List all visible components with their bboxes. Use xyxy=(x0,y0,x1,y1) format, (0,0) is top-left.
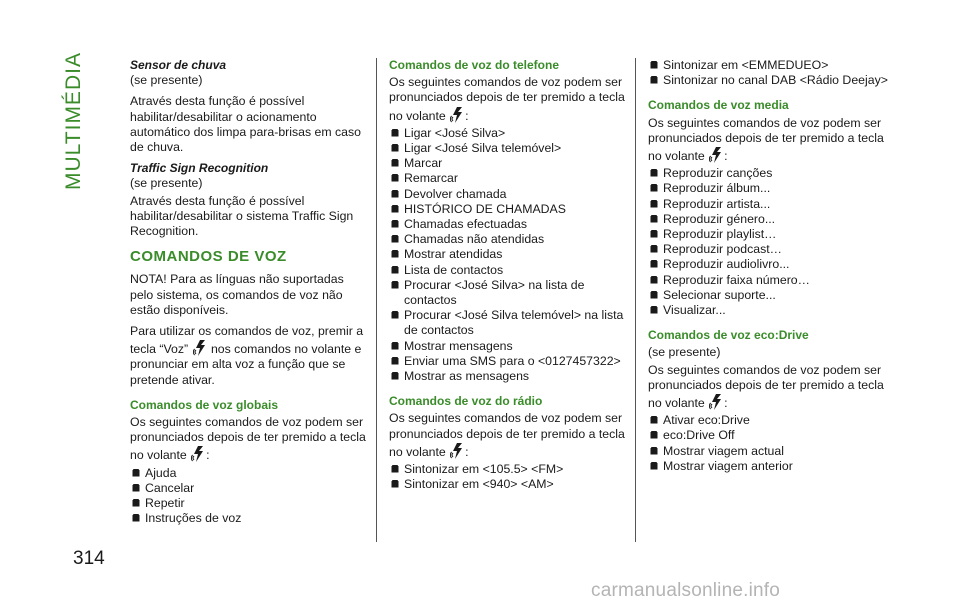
list-item xyxy=(648,428,888,443)
voice-button-icon xyxy=(450,442,464,460)
list-item xyxy=(648,197,888,212)
list-item xyxy=(389,126,627,141)
list-item-text: Sintonizar em <EMMEDUEO> xyxy=(663,58,829,72)
list-item xyxy=(648,212,888,227)
note-text: NOTA! Para as línguas não suportadas pelo sistema, os comandos de voz não estão disponíveis. xyxy=(130,272,344,317)
tsr-title: Traffic Sign Recognition xyxy=(130,161,269,176)
list-item-text: Repetir xyxy=(145,496,185,511)
square-bullet-icon xyxy=(650,200,658,208)
square-bullet-icon xyxy=(132,469,140,477)
rain-sensor-title: Sensor de chuva xyxy=(130,58,227,72)
radio-commands-list xyxy=(389,462,627,492)
list-item xyxy=(389,339,627,354)
list-item-text: Reproduzir artista... xyxy=(663,196,771,211)
square-bullet-icon xyxy=(391,205,399,213)
list-item-text: Selecionar suporte... xyxy=(663,287,776,302)
square-bullet-icon xyxy=(650,245,658,253)
list-item-text: Ligar <José Silva> xyxy=(404,125,506,140)
square-bullet-icon xyxy=(391,144,399,152)
list-item-text: Cancelar xyxy=(145,480,195,495)
media-commands-intro: Os seguintes comandos de voz podem ser pronunciados depois de ter premido a tecla no volante : xyxy=(648,115,884,164)
square-bullet-icon xyxy=(650,306,658,314)
list-item-text: Mostrar mensagens xyxy=(404,338,513,353)
usage-paragraph xyxy=(130,324,366,388)
square-bullet-icon xyxy=(132,514,140,522)
square-bullet-icon xyxy=(650,447,658,455)
square-bullet-icon xyxy=(391,372,399,380)
square-bullet-icon xyxy=(132,484,140,492)
rain-sensor-note: (se presente) xyxy=(130,73,203,88)
list-item-text: Reproduzir faixa número… xyxy=(663,272,810,287)
list-item-text: Mostrar viagem actual xyxy=(663,443,784,458)
square-bullet-icon xyxy=(391,174,399,182)
list-item xyxy=(648,58,888,73)
column-3 xyxy=(648,58,888,474)
list-item-text: Chamadas efectuadas xyxy=(404,217,528,232)
phone-commands-list xyxy=(389,126,627,384)
list-item xyxy=(648,73,888,88)
list-item xyxy=(648,444,888,459)
list-item xyxy=(648,413,888,428)
radio-commands-list-continued xyxy=(648,58,888,88)
list-item xyxy=(389,141,627,156)
list-item xyxy=(648,288,888,303)
voice-button-icon xyxy=(193,339,207,357)
list-item-text: Procurar <José Silva telemóvel> na lista de contactos xyxy=(404,308,624,338)
media-commands-list xyxy=(648,166,888,318)
square-bullet-icon xyxy=(132,499,140,507)
list-item-text: Reproduzir género... xyxy=(663,211,776,226)
square-bullet-icon xyxy=(650,61,658,69)
list-item-text: Reproduzir canções xyxy=(663,166,773,181)
global-commands-intro: Os seguintes comandos de voz podem ser pronunciados depois de ter premido a tecla no volante : xyxy=(130,415,366,463)
list-item xyxy=(389,477,627,492)
list-item-text: Reproduzir audiolivro... xyxy=(663,257,790,272)
list-item-text: eco:Drive Off xyxy=(663,428,735,443)
square-bullet-icon xyxy=(650,215,658,223)
list-item-text: HISTÓRICO DE CHAMADAS xyxy=(404,201,566,216)
column-divider xyxy=(376,58,377,542)
square-bullet-icon xyxy=(391,465,399,473)
voice-button-icon xyxy=(709,146,723,164)
list-item-text: Visualizar... xyxy=(663,303,726,318)
list-item-text: Sintonizar em <105.5> <FM> xyxy=(404,462,564,477)
media-commands-title: Comandos de voz media xyxy=(648,98,789,113)
list-item-text: Remarcar xyxy=(404,171,458,186)
list-item xyxy=(130,511,366,526)
usage-text-end: nos comandos no volante e pronunciar em alta voz a função que se pretende ativar. xyxy=(130,342,362,387)
square-bullet-icon xyxy=(650,76,658,84)
square-bullet-icon xyxy=(650,230,658,238)
list-item-text: Chamadas não atendidas xyxy=(404,232,545,247)
list-item xyxy=(389,156,627,171)
list-item xyxy=(648,303,888,318)
section-side-title: MULTIMÉDIA xyxy=(62,52,85,190)
list-item xyxy=(389,369,627,384)
list-item xyxy=(389,171,627,186)
phone-commands-title: Comandos de voz do telefone xyxy=(389,58,560,72)
list-item xyxy=(648,257,888,272)
square-bullet-icon xyxy=(391,190,399,198)
list-item-text: Sintonizar no canal DAB <Rádio Deejay> xyxy=(663,73,888,88)
list-item xyxy=(389,247,627,262)
column-1 xyxy=(130,58,366,526)
square-bullet-icon xyxy=(391,342,399,350)
list-item-text: Marcar xyxy=(404,156,443,171)
list-item xyxy=(648,227,888,242)
section-title: COMANDOS DE VOZ xyxy=(130,248,287,266)
list-item-text: Procurar <José Silva> na lista de contactos xyxy=(404,277,585,308)
square-bullet-icon xyxy=(391,281,399,289)
list-item xyxy=(389,202,627,217)
list-item xyxy=(130,496,366,511)
list-item-text: Reproduzir álbum... xyxy=(663,181,771,196)
list-item xyxy=(648,459,888,474)
list-item-text: Reproduzir podcast… xyxy=(663,242,782,257)
square-bullet-icon xyxy=(650,276,658,284)
list-item xyxy=(389,308,627,338)
list-item-text: Ajuda xyxy=(145,465,177,480)
list-item-text: Devolver chamada xyxy=(404,186,507,201)
list-item xyxy=(389,232,627,247)
square-bullet-icon xyxy=(391,480,399,488)
eco-commands-list xyxy=(648,413,888,474)
usage-text-start: Para utilizar os comandos de voz, premir a tecla “Voz” xyxy=(130,324,364,357)
square-bullet-icon xyxy=(391,220,399,228)
global-commands-list xyxy=(130,466,366,527)
voice-button-icon xyxy=(709,393,723,411)
square-bullet-icon xyxy=(650,416,658,424)
list-item xyxy=(389,187,627,202)
list-item xyxy=(130,481,366,496)
square-bullet-icon xyxy=(650,169,658,177)
list-item-text: Mostrar atendidas xyxy=(404,247,503,262)
square-bullet-icon xyxy=(650,260,658,268)
list-item xyxy=(389,278,627,308)
page-number: 314 xyxy=(73,548,105,569)
list-item-text: Reproduzir playlist… xyxy=(663,227,777,242)
voice-button-icon xyxy=(191,445,205,463)
list-item-text: Instruções de voz xyxy=(145,511,242,526)
square-bullet-icon xyxy=(391,235,399,243)
square-bullet-icon xyxy=(391,357,399,365)
square-bullet-icon xyxy=(650,462,658,470)
eco-commands-note: (se presente) xyxy=(648,345,721,360)
square-bullet-icon xyxy=(650,184,658,192)
square-bullet-icon xyxy=(650,431,658,439)
list-item xyxy=(648,273,888,288)
list-item xyxy=(648,181,888,196)
radio-commands-title: Comandos de voz do rádio xyxy=(389,394,543,409)
column-divider xyxy=(635,58,636,542)
rain-sensor-text: Através desta função é possível habilitar/desabilitar o acionamento automático dos limpa para-brisas em caso de chuva. xyxy=(130,94,362,155)
list-item-text: Lista de contactos xyxy=(404,262,504,277)
square-bullet-icon xyxy=(391,129,399,137)
square-bullet-icon xyxy=(391,311,399,319)
square-bullet-icon xyxy=(391,250,399,258)
eco-commands-intro: Os seguintes comandos de voz podem ser pronunciados depois de ter premido a tecla no volante : xyxy=(648,362,884,411)
voice-button-icon xyxy=(450,106,464,124)
list-item-text: Enviar uma SMS para o <0127457322> xyxy=(404,353,621,368)
square-bullet-icon xyxy=(391,159,399,167)
list-item xyxy=(648,242,888,257)
list-item-text: Ativar eco:Drive xyxy=(663,413,750,428)
watermark: carmanualsonline.info xyxy=(591,580,781,601)
square-bullet-icon xyxy=(391,266,399,274)
tsr-text: Através desta função é possível habilitar/desabilitar o sistema Traffic Sign Recognition. xyxy=(130,193,354,239)
list-item xyxy=(389,354,627,369)
global-commands-title: Comandos de voz globais xyxy=(130,397,279,412)
list-item xyxy=(389,263,627,278)
list-item xyxy=(389,462,627,477)
column-2 xyxy=(389,58,627,492)
radio-commands-intro: Os seguintes comandos de voz podem ser pronunciados depois de ter premido a tecla no volante : xyxy=(389,411,625,459)
list-item-text: Ligar <José Silva telemóvel> xyxy=(404,141,562,156)
list-item xyxy=(389,217,627,232)
list-item xyxy=(648,166,888,181)
square-bullet-icon xyxy=(650,291,658,299)
eco-commands-title: Comandos de voz eco:Drive xyxy=(648,328,809,343)
phone-commands-intro: Os seguintes comandos de voz podem ser pronunciados depois de ter premido a tecla no volante : xyxy=(389,75,625,123)
tsr-note: (se presente) xyxy=(130,176,203,191)
list-item-text: Mostrar viagem anterior xyxy=(663,458,793,473)
list-item-text: Mostrar as mensagens xyxy=(404,369,530,384)
list-item-text: Sintonizar em <940> <AM> xyxy=(404,477,554,492)
list-item xyxy=(130,466,366,481)
